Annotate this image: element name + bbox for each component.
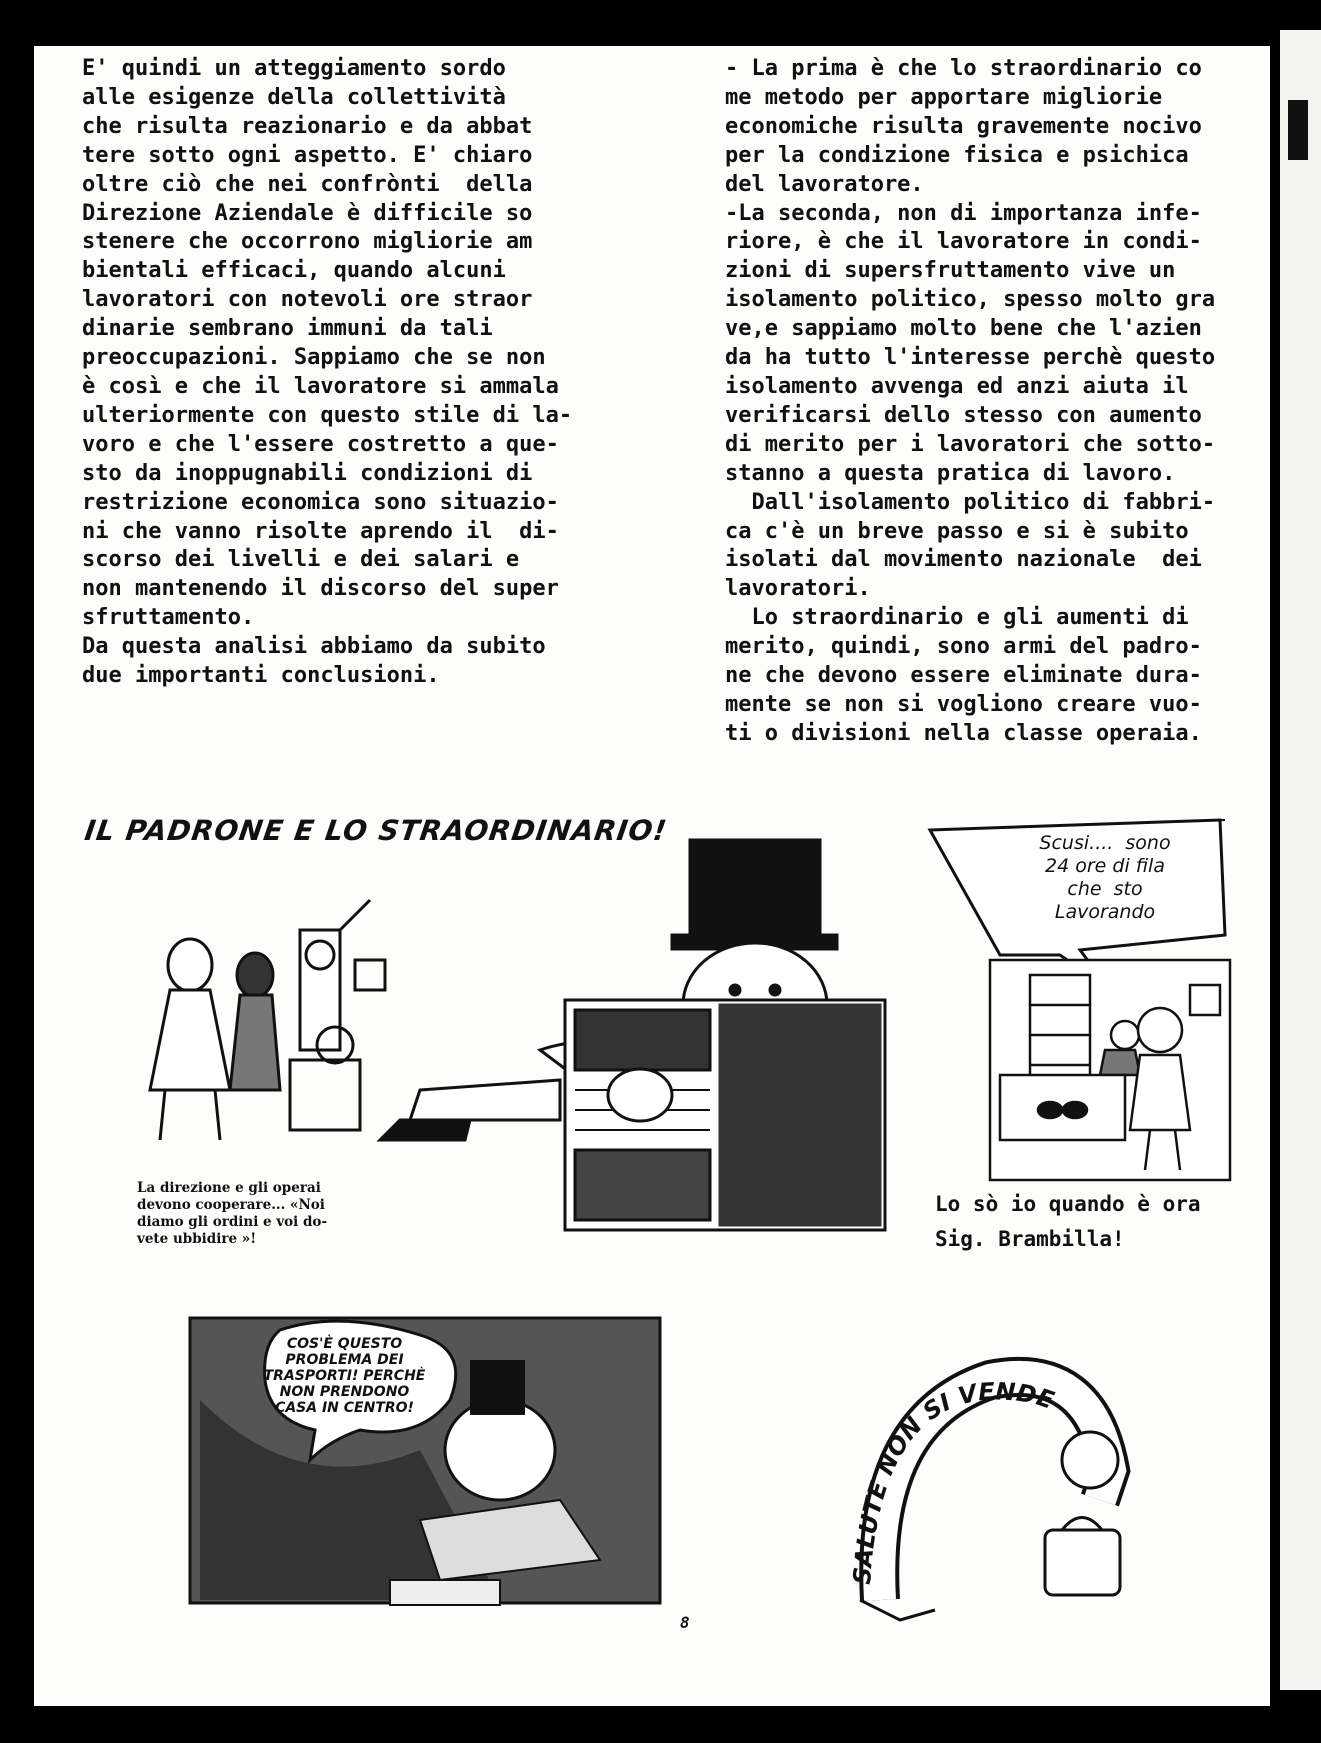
text-line: tere sotto ogni aspetto. E' chiaro	[82, 142, 533, 168]
caption-line: La direzione e gli operai	[137, 1180, 321, 1196]
text-line: mente se non si vogliono creare vuo-	[725, 691, 1202, 717]
text-line: zioni di supersfruttamento vive un	[725, 258, 1176, 284]
text-line: Dall'isolamento politico di fabbri-	[725, 489, 1216, 515]
bubble-line: Lavorando	[1054, 901, 1156, 923]
bubble-line: CASA IN CENTRO!	[275, 1400, 414, 1416]
text-line: da ha tutto l'interesse perchè questo	[725, 345, 1216, 371]
text-line: verificarsi dello stesso con aumento	[725, 402, 1202, 428]
text-line: economiche risulta gravemente nocivo	[725, 113, 1202, 139]
bubble-line: NON PRENDONO	[279, 1384, 410, 1400]
text-line: lavoratori con notevoli ore straor	[82, 287, 533, 313]
text-line: due importanti conclusioni.	[82, 663, 440, 689]
text-line: Da questa analisi abbiamo da subito	[82, 634, 546, 660]
text-line: -La seconda, non di importanza infe-	[725, 200, 1202, 226]
text-line: non mantenendo il discorso del super	[82, 576, 559, 602]
text-line: merito, quindi, sono armi del padro-	[725, 634, 1202, 660]
text-line: riore, è che il lavoratore in condi-	[725, 229, 1202, 255]
text-line: Direzione Aziendale è difficile so	[82, 200, 533, 226]
cartoon-title: IL PADRONE E LO STRAORDINARIO!	[82, 814, 670, 847]
text-line: Lo straordinario e gli aumenti di	[725, 605, 1189, 631]
slogan-text: SALUTE NON SI VENDE	[848, 1377, 1058, 1586]
text-line: che risulta reazionario e da abbat	[82, 113, 533, 139]
caption-line: vete ubbidire »!	[137, 1231, 257, 1247]
text-line: preoccupazioni. Sappiamo che se non	[82, 345, 546, 371]
text-line: di merito per i lavoratori che sotto-	[725, 431, 1216, 457]
text-line: ne che devono essere eliminate dura-	[725, 663, 1202, 689]
text-line: lavoratori.	[725, 576, 871, 602]
text-line: isolamento politico, spesso molto gra	[725, 287, 1216, 313]
text-line: isolati dal movimento nazionale dei	[725, 547, 1202, 573]
text-line: ti o divisioni nella classe operaia.	[725, 720, 1202, 746]
text-line: restrizione economica sono situazio-	[82, 489, 559, 515]
text-line: sto da inoppugnabili condizioni di	[82, 460, 533, 486]
text-line: ve,e sappiamo molto bene che l'azien	[725, 316, 1202, 342]
text-line: voro e che l'essere costretto a que-	[82, 431, 559, 457]
text-line: - La prima è che lo straordinario co	[725, 56, 1202, 81]
caption-line: devono cooperare... «Noi	[137, 1197, 325, 1213]
text-line: alle esigenze della collettività	[82, 84, 506, 110]
text-line: ca c'è un breve passo e si è subito	[725, 518, 1189, 544]
text-line: me metodo per apportare migliorie	[725, 84, 1163, 110]
text-line: oltre ciò che nei confrònti della	[82, 171, 533, 197]
bubble-line: COS'È QUESTO	[286, 1336, 403, 1352]
page-number: 8	[680, 1613, 690, 1632]
text-line: stanno a questa pratica di lavoro.	[725, 460, 1176, 486]
bubble-line: che sto	[1067, 878, 1143, 900]
text-line: per la condizione fisica e psichica	[725, 142, 1189, 168]
text-line: scorso dei livelli e dei salari e	[82, 547, 520, 573]
bubble-line: 24 ore di fila	[1045, 855, 1165, 877]
text-line: ni che vanno risolte aprendo il di-	[82, 518, 559, 544]
text-line: è così e che il lavoratore si ammala	[82, 373, 559, 399]
text-line: stenere che occorrono migliorie am	[82, 229, 533, 255]
text-line: isolamento avvenga ed anzi aiuta il	[725, 373, 1189, 399]
text-line: sfruttamento.	[82, 605, 255, 631]
caption-line: Sig. Brambilla!	[935, 1227, 1125, 1251]
bubble-line: Scusi.... sono	[1039, 832, 1171, 854]
text-line: del lavoratore.	[725, 171, 924, 197]
text-line: ulteriormente con questo stile di la-	[82, 402, 573, 428]
caption-line: diamo gli ordini e voi do-	[137, 1214, 328, 1230]
text-line: dinarie sembrano immuni da tali	[82, 316, 493, 342]
text-line: bientali efficaci, quando alcuni	[82, 258, 506, 284]
bubble-line: TRASPORTI! PERCHÈ	[263, 1368, 426, 1384]
caption-line: Lo sò io quando è ora	[935, 1192, 1201, 1216]
text-line: E' quindi un atteggiamento sordo	[82, 56, 506, 81]
bubble-line: PROBLEMA DEI	[285, 1352, 404, 1368]
